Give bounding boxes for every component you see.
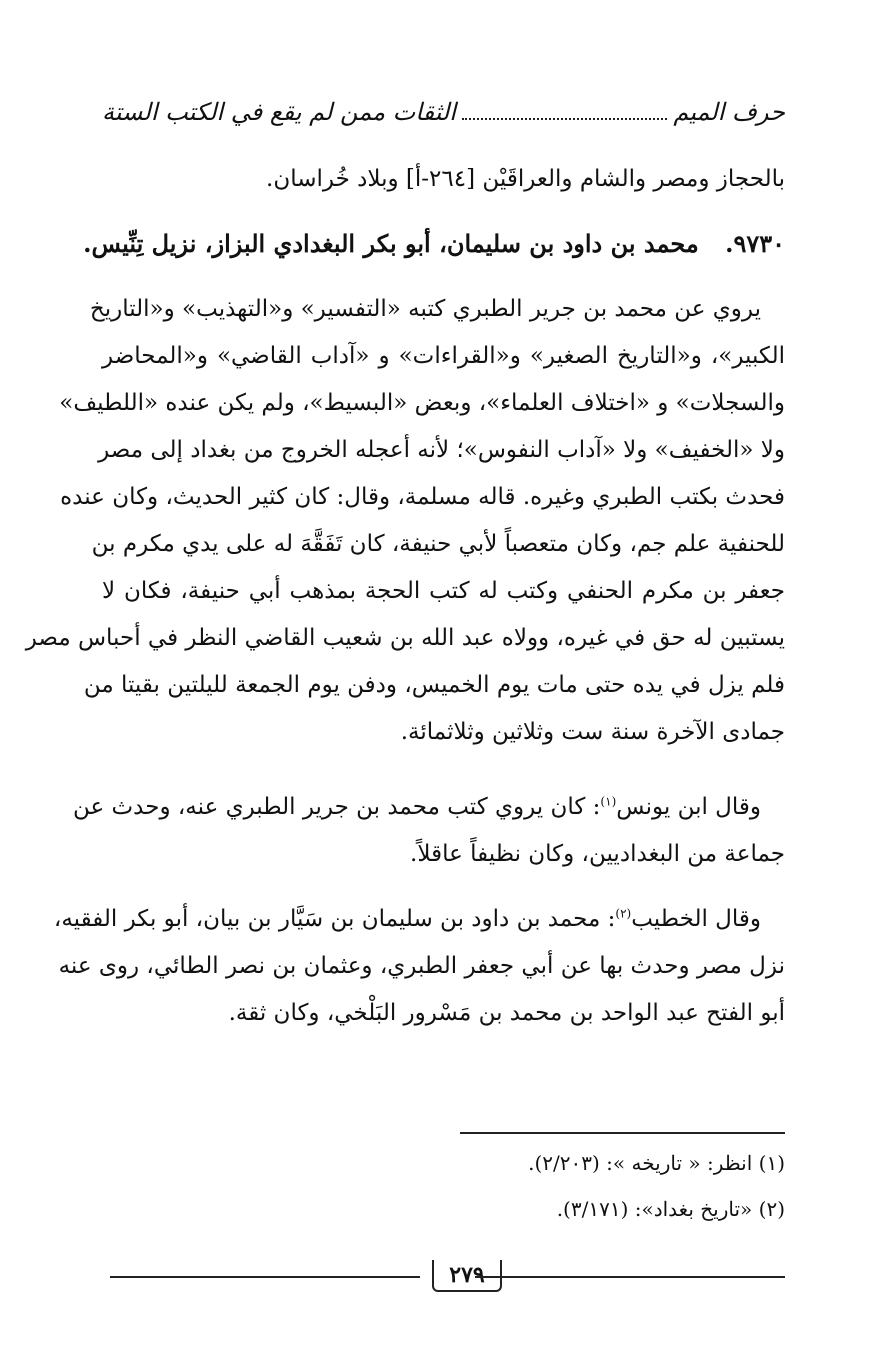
footnote-marker: (١)	[600, 794, 617, 809]
quote-text: : كان يروي كتب محمد بن جرير الطبري عنه، وحدث عن	[72, 794, 601, 820]
paragraph-biography	[25, 286, 785, 756]
text-line: جمادى الآخرة سنة ست وثلاثين وثلاثمائة.	[400, 719, 785, 745]
continuation-text	[102, 156, 785, 203]
header-dot-leader	[462, 104, 667, 120]
text-line: نزل مصر وحدث بها عن أبي جعفر الطبري، وعثمان بن نصر الطائي، روى عنه	[58, 953, 785, 979]
running-header	[102, 92, 785, 132]
text-line: يروي عن محمد بن جرير الطبري كتبه «التفسير» و«التهذيب» و«التاريخ	[89, 296, 761, 322]
text-line: أبو الفتح عبد الواحد بن محمد بن مَسْرور البَلْخي، وكان ثقة.	[228, 1000, 785, 1026]
text-line: فلم يزل في يده حتى مات يوم الخميس، ودفن يوم الجمعة لليلتين بقيتا من	[83, 672, 785, 698]
footnotes	[102, 1140, 785, 1232]
quote-lead: وقال الخطيب	[631, 906, 761, 932]
page-footer	[110, 1264, 785, 1294]
paragraph-ibn-yunus	[72, 784, 785, 878]
header-section: حرف الميم	[673, 98, 785, 126]
text-line: جعفر بن مكرم الحنفي وكتب له كتب الحجة بمذهب أبي حنيفة، فكان لا	[102, 578, 785, 604]
text-line: ولا «الخفيف» ولا «آداب النفوس»؛ لأنه أعجله الخروج من بغداد إلى مصر	[98, 437, 785, 463]
footer-rule-right	[475, 1276, 785, 1278]
footnote-separator	[460, 1132, 785, 1134]
text-line	[53, 896, 785, 943]
quote-lead: وقال ابن يونس	[616, 794, 761, 820]
entry-number: ٩٧٣٠.	[725, 229, 785, 258]
entry-name: محمد بن داود بن سليمان، أبو بكر البغدادي البزاز، نزيل تِنِّيس.	[83, 229, 699, 258]
footer-rule-left	[110, 1276, 420, 1278]
paragraph-al-khatib	[53, 896, 785, 1037]
footnote-2: (٢) «تاريخ بغداد»: (٣/١٧١).	[556, 1197, 785, 1221]
text-line: يستبين له حق في غيره، وولاه عبد الله بن شعيب القاضي النظر في أحباس مصر	[25, 625, 785, 651]
text-line: جماعة من البغداديين، وكان نظيفاً عاقلاً.	[410, 841, 785, 867]
text-line	[72, 784, 785, 831]
text-line: بالحجاز ومصر والشام والعراقَيْن [٢٦٤-أ] وبلاد خُراسان.	[266, 166, 785, 192]
quote-text: : محمد بن داود بن سليمان بن سَيَّار بن بيان، أبو بكر الفقيه،	[53, 906, 616, 932]
footnote-1: (١) انظر: « تاريخه »: (٢/٢٠٣).	[528, 1151, 785, 1175]
entry-heading	[83, 220, 785, 267]
header-book-title: الثقات ممن لم يقع في الكتب الستة	[102, 98, 456, 126]
text-line: الكبير»، و«التاريخ الصغير» و«القراءات» و «آداب القاضي» و«المحاضر	[102, 343, 785, 369]
text-line: للحنفية علم جم، وكان متعصباً لأبي حنيفة، كان تَفَقَّهَ له على يدي مكرم بن	[91, 531, 785, 557]
text-line: فحدث بكتب الطبري وغيره. قاله مسلمة، وقال: كان كثير الحديث، وكان عنده	[60, 484, 785, 510]
text-line: والسجلات» و «اختلاف العلماء»، وبعض «البسيط»، ولم يكن عنده «اللطيف»	[59, 390, 785, 416]
page-number: ٢٧٩	[432, 1260, 502, 1292]
footnote-marker: (٢)	[615, 906, 632, 921]
